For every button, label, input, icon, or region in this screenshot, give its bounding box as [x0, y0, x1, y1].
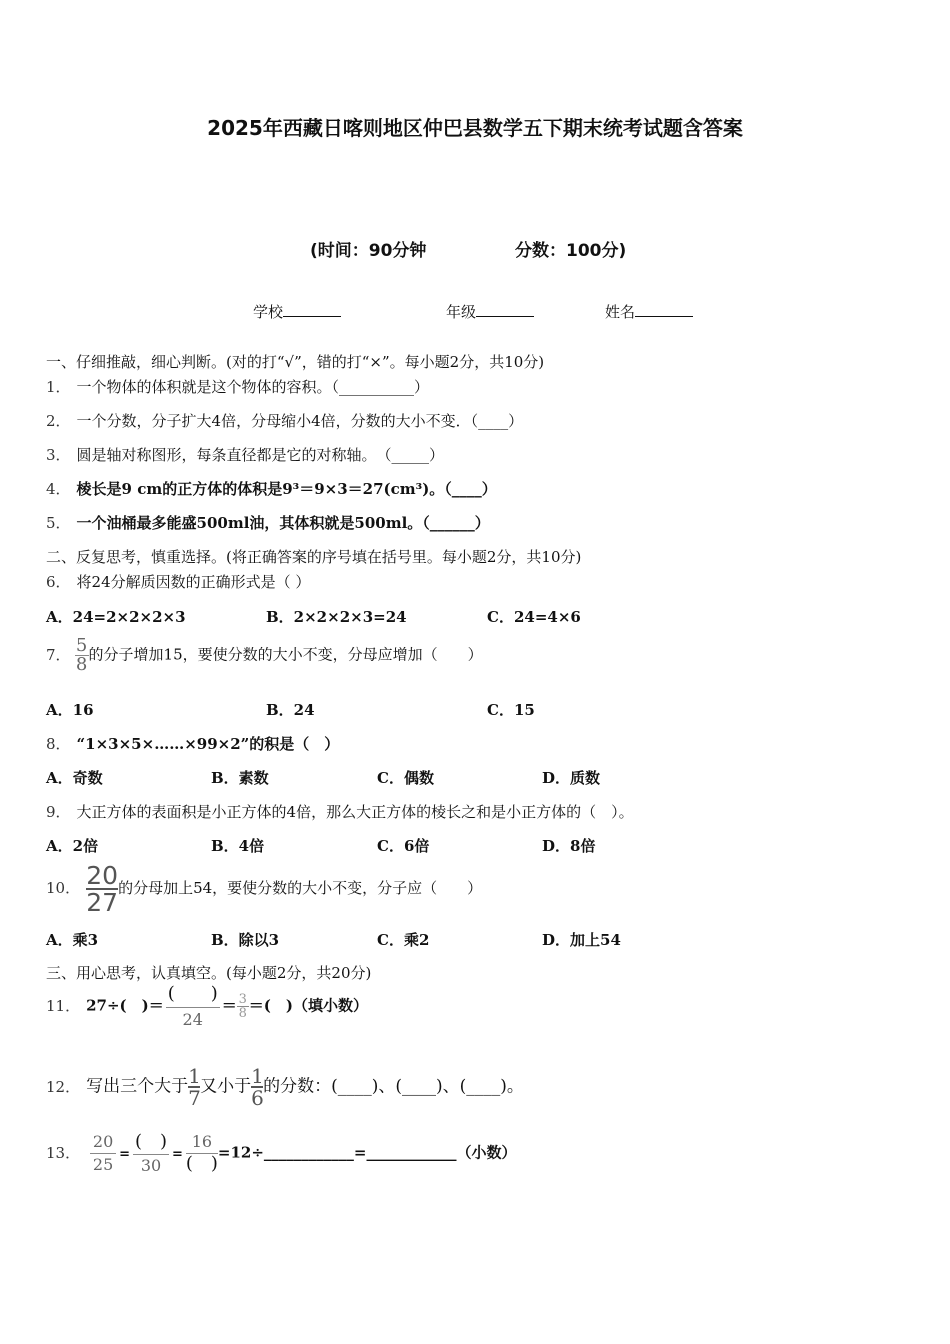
question-3	[46, 444, 444, 465]
section-1-heading: 一、仔细推敲，细心判断。(对的打“√”，错的打“×”。每小题2分，共10分)	[46, 353, 545, 371]
page-title: 2025年西藏日喀则地区仲巴县数学五下期末统考试题含答案	[207, 116, 743, 140]
question-1	[46, 376, 429, 397]
exam-score: 分数：100分)	[515, 241, 627, 261]
fraction-numerator: 16	[191, 1132, 213, 1151]
section-3-heading: 三、用心思考，认真填空。(每小题2分，共20分)	[46, 964, 372, 982]
question-text: 一个油桶最多能盛500ml油，其体积就是500ml。（______）	[76, 514, 490, 532]
question-5	[46, 512, 490, 533]
option-a[interactable]: A．奇数	[46, 769, 103, 787]
fraction-numerator: 1	[251, 1064, 264, 1088]
q13-equals-1: =	[119, 1146, 130, 1162]
question-text: 圆是轴对称图形，每条直径都是它的对称轴。 （_____）	[76, 446, 445, 464]
school-label: 学校	[253, 303, 284, 321]
question-text: 将24分解质因数的正确形式是（ ）	[76, 573, 311, 591]
fraction-denominator: 8	[238, 1006, 247, 1021]
fraction-denominator: 27	[86, 888, 118, 917]
option-c[interactable]: C．6倍	[377, 837, 430, 855]
fraction-denominator: 30	[133, 1154, 169, 1174]
question-text: 的分母加上54，要使分数的大小不变，分子应（ ）	[118, 879, 483, 897]
fraction-3-8	[237, 993, 249, 1020]
section-2-heading: 二、反复思考，慎重选择。(将正确答案的序号填在括号里。每小题2分，共10分)	[46, 548, 582, 566]
question-text: “1×3×5×……×99×2”的积是（ ）	[76, 735, 340, 753]
question-number: 8．	[46, 735, 71, 753]
question-text: 一个分数，分子扩大4倍，分母缩小4倍，分数的大小不变．（____）	[76, 412, 524, 430]
name-field	[605, 301, 693, 322]
fraction-denominator: 8	[75, 654, 88, 675]
option-a[interactable]: A．2倍	[46, 837, 99, 855]
fraction-numerator[interactable]: ( )	[134, 1131, 168, 1152]
question-number: 3．	[46, 446, 71, 464]
question-number: 12．	[46, 1077, 81, 1096]
question-4	[46, 478, 497, 499]
question-12	[46, 1066, 524, 1108]
question-number: 4．	[46, 480, 71, 498]
question-7	[46, 637, 483, 674]
fraction-denominator: 24	[166, 1007, 220, 1028]
q13-equals-2: =	[172, 1146, 183, 1162]
fraction-1-6	[251, 1066, 263, 1108]
q11-part-b: ＝( )（填小数）	[248, 996, 368, 1015]
q12-part-b: 的分数：(____)、(____)、(____)。	[263, 1076, 524, 1097]
option-c[interactable]: C．偶数	[377, 769, 434, 787]
question-number: 11．	[46, 996, 81, 1015]
fraction-numerator: 5	[75, 635, 88, 656]
q13-part-b: =12÷____________=____________（小数）	[217, 1143, 517, 1162]
option-b[interactable]: B．4倍	[211, 837, 265, 855]
question-11	[46, 985, 368, 1028]
option-d[interactable]: D．8倍	[542, 837, 596, 855]
school-blank[interactable]	[283, 302, 341, 317]
option-d[interactable]: D．加上54	[542, 931, 621, 949]
question-number: 7．	[46, 645, 71, 664]
question-number: 5．	[46, 514, 71, 532]
exam-time: (时间：90分钟	[310, 241, 427, 261]
question-10	[46, 863, 482, 915]
fraction-16-blank	[186, 1134, 218, 1173]
question-2	[46, 410, 523, 431]
school-field	[253, 301, 341, 322]
fraction-numerator[interactable]: ( )	[167, 983, 218, 1004]
fraction-20-27	[86, 863, 118, 915]
option-a[interactable]: A．乘3	[46, 931, 99, 949]
option-d[interactable]: D．质数	[542, 769, 601, 787]
option-b[interactable]: B．2×2×2×3=24	[266, 608, 407, 626]
fraction-numerator: 20	[92, 1132, 114, 1151]
option-a[interactable]: A．16	[46, 701, 94, 719]
question-text: 棱长是9 cm的正方体的体积是9³＝9×3＝27(cm³)。（____）	[76, 480, 497, 498]
fraction-1-7	[188, 1066, 200, 1108]
question-number: 13．	[46, 1143, 81, 1162]
question-8	[46, 733, 339, 754]
q11-equals: ＝	[221, 996, 237, 1015]
grade-blank[interactable]	[476, 302, 534, 317]
question-text: 一个物体的体积就是这个物体的容积。（__________）	[76, 378, 430, 396]
question-text: 的分子增加15，要使分数的大小不变，分母应增加（ ）	[88, 645, 483, 664]
grade-field	[446, 301, 534, 322]
option-c[interactable]: C．24=4×6	[487, 608, 581, 626]
question-13	[46, 1133, 517, 1174]
option-b[interactable]: B．除以3	[211, 931, 280, 949]
fraction-5-8	[75, 637, 89, 674]
question-number: 9．	[46, 803, 71, 821]
option-c[interactable]: C．乘2	[377, 931, 430, 949]
question-number: 6．	[46, 573, 71, 591]
question-number: 10．	[46, 879, 81, 897]
question-number: 1．	[46, 378, 71, 396]
q12-mid: 又小于	[200, 1076, 252, 1097]
fraction-blank-30	[133, 1133, 169, 1174]
q11-part-a: 27÷( )＝	[86, 996, 164, 1015]
fraction-denominator: 25	[90, 1153, 116, 1173]
option-a[interactable]: A．24=2×2×2×3	[46, 608, 186, 626]
fraction-numerator: 3	[238, 992, 247, 1007]
question-9	[46, 801, 634, 822]
option-b[interactable]: B．素数	[211, 769, 269, 787]
question-6	[46, 571, 310, 592]
question-number: 2．	[46, 412, 71, 430]
fraction-denominator: 6	[251, 1086, 264, 1110]
fraction-denominator: 7	[188, 1086, 201, 1110]
fraction-20-25	[90, 1134, 116, 1173]
grade-label: 年级	[446, 303, 477, 321]
option-b[interactable]: B．24	[266, 701, 315, 719]
name-label: 姓名	[605, 303, 636, 321]
name-blank[interactable]	[635, 302, 693, 317]
question-text: 大正方体的表面积是小正方体的4倍，那么大正方体的棱长之和是小正方体的（ ）。	[76, 803, 634, 821]
fraction-numerator: 20	[86, 861, 118, 890]
option-c[interactable]: C．15	[487, 701, 535, 719]
fraction-denominator[interactable]: ( )	[185, 1153, 218, 1174]
q12-part-a: 写出三个大于	[86, 1076, 189, 1097]
fraction-numerator: 1	[188, 1064, 201, 1088]
fraction-blank-24	[166, 985, 220, 1028]
